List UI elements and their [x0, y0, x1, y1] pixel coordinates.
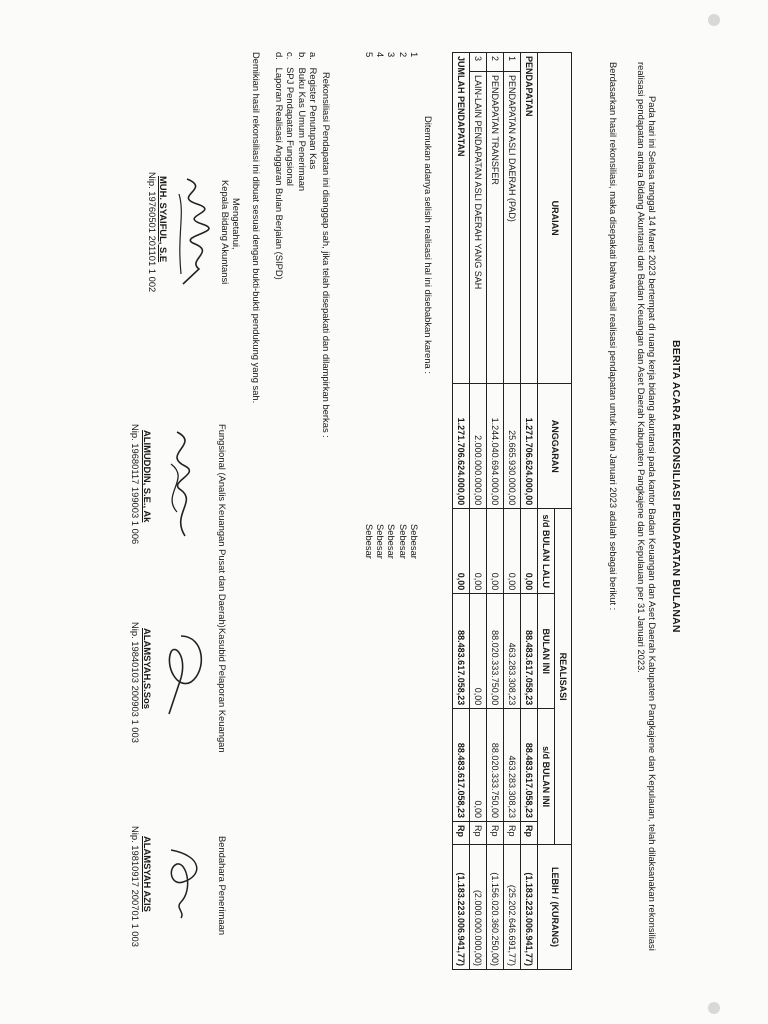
signatory-role: Fungsional (Analis Keuangan Pusat dan Daerah)	[217, 424, 228, 628]
reconciliation-table	[452, 52, 572, 970]
table-row-jumlah	[453, 53, 470, 970]
cell-no: 2	[487, 53, 504, 72]
signatory-name: ALAMSYAH,S.Sos	[141, 628, 153, 709]
signatory-role: Bendahara Penerimaan	[217, 836, 228, 936]
list-item	[308, 52, 319, 280]
signature-mark	[153, 626, 211, 726]
signatory-role: Kepala Bidang Akuntansi	[219, 180, 231, 285]
item-no: 1	[409, 52, 420, 58]
signature-mark	[169, 174, 217, 294]
item-no: b.	[296, 52, 308, 60]
cell-anggaran: 1.271.706.624.000,00	[521, 384, 538, 509]
signatory-name: ALIMUDDIN, S.E., Ak	[141, 430, 153, 523]
cell-lalu: 0,00	[521, 509, 538, 594]
cell-sd-ini: 88.020.333.750,00	[487, 709, 504, 822]
cell-ini: 88.020.333.750,00	[487, 594, 504, 709]
list-item	[397, 52, 409, 559]
cell-lebih: (1.183.223.006.941,77)	[521, 845, 538, 970]
cell-lebih: (1.156.020.360.250,00)	[487, 845, 504, 970]
item-text: Sebesar	[375, 524, 387, 559]
header-sd-bulan-ini: s/d BULAN INI	[538, 709, 555, 845]
list-item	[274, 52, 285, 280]
signature-mark	[153, 424, 211, 544]
signatory-nip: Nip. 19840103 200903 1 003	[130, 622, 142, 743]
cell-sd-ini: 0,00	[470, 709, 487, 822]
intro-paragraph-2: Berdasarkan hasil rekonsiliasi, maka disepakati bahwa hasil realisasi pendapatan untuk bulan Januari 2023 adalah sebagai berikut :	[608, 62, 619, 611]
signatory-block	[130, 826, 228, 996]
cell-sd-ini: 88.483.617.058,23	[453, 709, 470, 822]
signature-mark	[153, 838, 211, 928]
header-sd-bulan-lalu: s/d BULAN LALU	[538, 509, 555, 594]
signatory-name: ALAMSYAH AZIS	[141, 836, 153, 912]
list-item	[363, 52, 375, 559]
cell-lalu: 0,00	[470, 509, 487, 594]
item-no: 4	[375, 52, 387, 58]
header-anggaran: ANGGARAN	[538, 384, 572, 509]
cell-no: 1	[504, 53, 521, 72]
cell-lebih: (1.183.223.006.941,77)	[453, 845, 470, 970]
cell-rp: Rp	[453, 822, 470, 845]
item-no: 3	[386, 52, 398, 58]
signatory-role: Kasubid Pelaporan Keuangan	[217, 628, 228, 753]
item-text: Register Penutupan Kas	[308, 67, 319, 170]
intro-paragraph: Pada hari ini Selasa tanggal 14 Maret 2023 bertempat di ruang kerja bidang akuntansi pada kantor Badan Keuangan dan Aset Daerah Kabupaten Pangkajene dan Kepulauan, telah dilaksanakan rekonsiliasi realisasi pendapatan antara Bidang Akuntansi dan Badan Keuangan dan Aset Daerah Kabupaten Pangkajene dan Kepulauan per 31 Januari 2023.	[635, 62, 658, 951]
cell-uraian: PENDAPATAN TRANSFER	[487, 72, 504, 384]
item-no: 5	[363, 52, 375, 58]
cell-anggaran: 1.271.706.624.000,00	[453, 384, 470, 509]
cell-rp: Rp	[504, 822, 521, 845]
cell-ini: 0,00	[470, 594, 487, 709]
item-no: a.	[308, 52, 319, 60]
header-realisasi: REALISASI	[555, 509, 572, 845]
header-lebih: LEBIH / (KURANG)	[538, 845, 572, 970]
document-title: BERITA ACARA REKONSILIASI PENDAPATAN BULANAN	[670, 340, 682, 633]
cell-anggaran: 25.665.930.000,00	[504, 384, 521, 509]
item-text: Buku Kas Umum Penerimaan	[296, 67, 308, 192]
signatory-nip: Nip. 19680117 199003 1 006	[130, 424, 142, 545]
item-no: d.	[274, 52, 286, 60]
cell-ini: 463.283.308,23	[504, 594, 521, 709]
signatory-line1: Mengetahui,	[231, 198, 242, 250]
table-row	[487, 53, 504, 970]
cell-jumlah-label: JUMLAH PENDAPATAN	[453, 53, 470, 384]
signatory-nip: Nip. 19760501 201101 1 002	[147, 172, 159, 293]
cell-rp: Rp	[487, 822, 504, 845]
signatory-block	[147, 170, 242, 370]
selisih-intro: Ditemukan adanya selisih realisasi hal ini disebabkan karena :	[423, 116, 434, 374]
section-label: PENDAPATAN	[521, 53, 538, 384]
table-row	[470, 53, 487, 970]
list-item	[375, 52, 387, 559]
cell-sd-ini: 88.483.617.058,23	[521, 709, 538, 822]
list-item	[386, 52, 398, 559]
item-text: Sebesar	[386, 524, 398, 559]
cell-lebih: (2.000.000.000,00)	[470, 845, 487, 970]
signatory-block	[130, 424, 228, 654]
cell-lalu: 0,00	[453, 509, 470, 594]
list-item	[409, 52, 420, 559]
cell-ini: 88.483.617.058,23	[453, 594, 470, 709]
cell-uraian: LAIN-LAIN PENDAPATAN ASLI DAERAH YANG SAH	[470, 72, 487, 384]
item-text: Sebesar	[363, 524, 375, 559]
cell-anggaran: 1.244.040.694.000,00	[487, 384, 504, 509]
cell-lebih: (25.202.646.691,77)	[504, 845, 521, 970]
item-text: Sebesar	[409, 524, 420, 559]
cell-lalu: 0,00	[487, 509, 504, 594]
cell-anggaran: 2.000.000.000,00	[470, 384, 487, 509]
table-row-pendapatan	[521, 53, 538, 970]
signatory-name: MUH. SYAIFUL, S.E	[158, 176, 170, 263]
cell-lalu: 0,00	[504, 509, 521, 594]
cell-uraian: PENDAPATAN ASLI DAERAH (PAD)	[504, 72, 521, 384]
signatory-nip: Nip. 19810917 200701 1 003	[130, 826, 142, 947]
cell-rp: Rp	[521, 822, 538, 845]
lampiran-intro: Rekonsiliasi Pendapatan ini dianggap sah, jika telah disepakati dan dilampirkan berkas :	[321, 72, 332, 438]
item-no: 2	[397, 52, 409, 58]
lampiran-list	[274, 52, 319, 280]
item-no: c.	[285, 52, 297, 60]
cell-ini: 88.483.617.058,23	[521, 594, 538, 709]
list-item	[285, 52, 296, 280]
selisih-list	[363, 52, 420, 559]
cell-sd-ini: 463.283.308,23	[504, 709, 521, 822]
cell-no: 3	[470, 53, 487, 72]
table-row	[504, 53, 521, 970]
cell-rp: Rp	[470, 822, 487, 845]
item-text: Laporan Realisasi Anggaran Bulan Berjalan (SIPD)	[274, 67, 286, 280]
header-bulan-ini: BULAN INI	[538, 594, 555, 709]
list-item	[296, 52, 307, 280]
closing-statement: Demikian hasil rekonsiliasi ini dibuat sesuai dengan bukti-bukti pendukung yang sah.	[251, 52, 262, 404]
header-uraian: URAIAN	[538, 53, 572, 384]
item-text: Sebesar	[397, 524, 409, 559]
signatory-block	[130, 622, 228, 812]
item-text: SPJ Pendapatan Fungsional	[285, 67, 297, 186]
